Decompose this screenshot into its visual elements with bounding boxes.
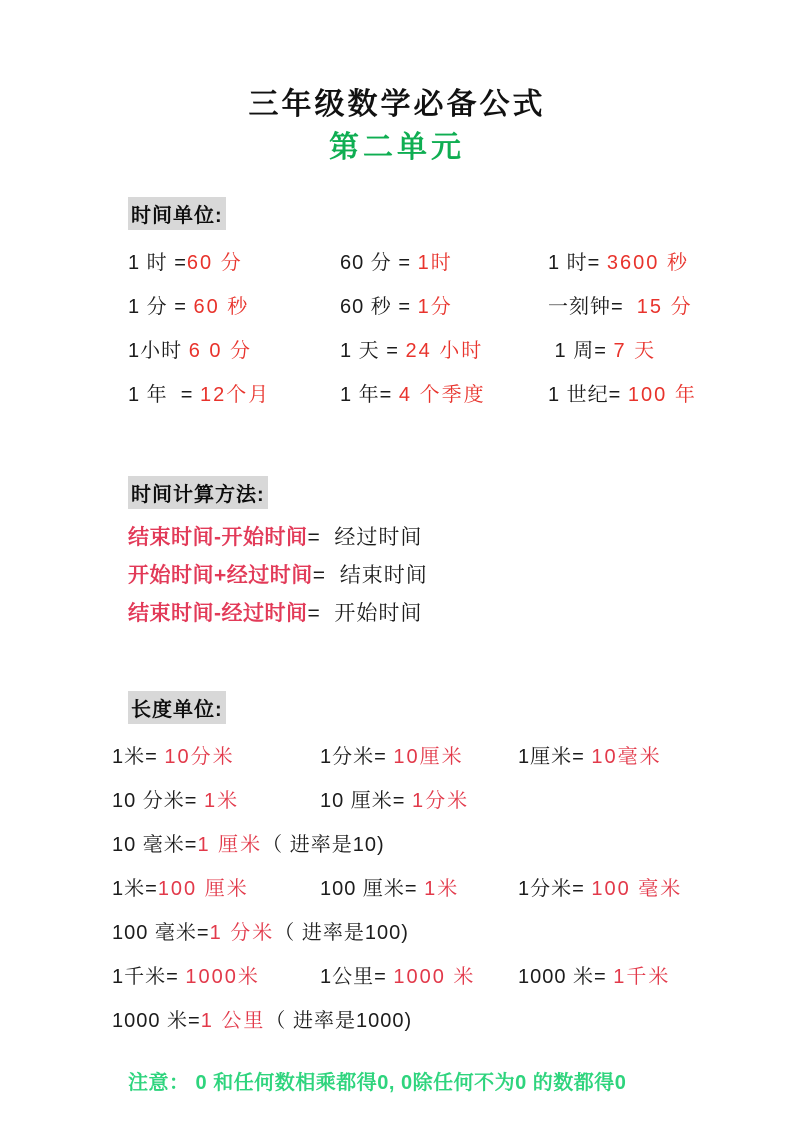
- formula-row: [128, 282, 758, 326]
- formula-segment: 1000 米=: [518, 965, 614, 988]
- formula-segment: （ 进率是1000): [265, 1009, 413, 1032]
- formula-row: [112, 952, 758, 996]
- formula-segment: 1分米: [412, 789, 470, 812]
- section-heading-time-units: 时间单位:: [128, 197, 226, 230]
- formula-segment: 100 毫米: [591, 877, 683, 900]
- formula-segment: 1公里=: [320, 965, 394, 988]
- formula-segment: 10分米: [164, 745, 235, 768]
- formula-cell: [320, 960, 518, 989]
- formula-segment: 开始时间+经过时间: [128, 564, 313, 587]
- formula-segment: 1 周=: [548, 339, 614, 362]
- formula-segment: 60 分: [186, 251, 243, 274]
- formula-cell: [112, 916, 758, 945]
- formula-segment: 1 厘米: [197, 833, 263, 856]
- formula-segment: 1分米=: [320, 745, 394, 768]
- formula-row: [128, 517, 758, 555]
- formula-segment: 1千米: [613, 965, 671, 988]
- formula-segment: 1 时=: [548, 251, 607, 274]
- formula-row: [112, 864, 758, 908]
- formula-segment: 100 厘米=: [320, 877, 425, 900]
- section-time-calc-method: [128, 476, 758, 631]
- formula-segment: 10毫米: [591, 745, 662, 768]
- formula-cell: [128, 521, 422, 551]
- section-time-units: [128, 197, 758, 414]
- formula-cell: [112, 784, 320, 813]
- formula-segment: 60 秒 =: [340, 295, 418, 318]
- formula-row: [128, 370, 758, 414]
- formula-segment: 100 毫米=: [112, 921, 210, 944]
- formula-segment: 1分: [417, 295, 453, 318]
- formula-segment: = 开始时间: [307, 602, 423, 625]
- formula-segment: 1 年 =: [128, 383, 201, 406]
- formula-cell: [112, 828, 758, 857]
- formula-row: [128, 593, 758, 631]
- formula-cell: [320, 784, 518, 813]
- formula-row: [112, 996, 758, 1040]
- formula-cell: [128, 246, 340, 275]
- formula-segment: 1000 米=: [112, 1009, 201, 1032]
- formula-segment: 1 天 =: [340, 339, 406, 362]
- formula-segment: 1000 米: [393, 965, 476, 988]
- formula-segment: 10 厘米=: [320, 789, 413, 812]
- formula-segment: 1000米: [185, 965, 260, 988]
- formula-segment: 12个月: [200, 383, 271, 406]
- formula-segment: = 结束时间: [312, 564, 428, 587]
- formula-segment: 100 年: [627, 383, 697, 406]
- formula-row: [112, 908, 758, 952]
- formula-segment: 1厘米=: [518, 745, 592, 768]
- formula-cell: [112, 960, 320, 989]
- formula-segment: 10 分米=: [112, 789, 205, 812]
- formula-cell: [128, 378, 340, 407]
- formula-cell: [320, 740, 518, 769]
- formula-segment: （ 进率是100): [274, 921, 409, 944]
- formula-row: [128, 238, 758, 282]
- formula-cell: [128, 559, 428, 589]
- formula-row: [112, 776, 758, 820]
- section-rows: [128, 238, 758, 414]
- formula-segment: 结束时间-开始时间: [128, 526, 308, 549]
- page-subtitle: 第二单元: [329, 131, 465, 164]
- formula-segment: 1 公里: [200, 1009, 266, 1032]
- formula-cell: [340, 334, 548, 363]
- formula-cell: [128, 334, 340, 363]
- formula-segment: 1米=: [112, 877, 158, 900]
- formula-segment: 100 厘米: [157, 877, 249, 900]
- formula-cell: [112, 740, 320, 769]
- formula-segment: 4 个季度: [398, 383, 486, 406]
- formula-segment: 1小时: [128, 339, 189, 362]
- formula-segment: 1 分米: [209, 921, 275, 944]
- formula-row: [128, 326, 758, 370]
- formula-segment: 60 分 =: [340, 251, 418, 274]
- formula-cell: [518, 740, 758, 769]
- formula-segment: 15 分: [636, 295, 693, 318]
- formula-cell: [548, 334, 758, 363]
- note-text: 注意： 0 和任何数相乘都得0, 0除任何不为0 的数都得0: [128, 1072, 627, 1094]
- formula-segment: 一刻钟=: [548, 295, 637, 318]
- section-rows: [112, 732, 758, 1040]
- formula-cell: [112, 1004, 758, 1033]
- formula-cell: [548, 290, 758, 319]
- formula-cell: [340, 378, 548, 407]
- formula-segment: 1 年=: [340, 383, 399, 406]
- formula-segment: 1米: [424, 877, 460, 900]
- formula-cell: [340, 290, 548, 319]
- formula-segment: 1分米=: [518, 877, 592, 900]
- formula-segment: 24 小时: [405, 339, 484, 362]
- formula-segment: 1米=: [112, 745, 165, 768]
- formula-segment: = 经过时间: [307, 526, 423, 549]
- section-heading-length-units: 长度单位:: [128, 691, 226, 724]
- formula-cell: [128, 290, 340, 319]
- formula-cell: [340, 246, 548, 275]
- formula-segment: 6 0 分: [188, 339, 253, 362]
- formula-segment: 1 时 =: [128, 251, 187, 274]
- section-heading-time-calc-method: 时间计算方法:: [128, 476, 268, 509]
- formula-segment: 7 天: [613, 339, 657, 362]
- document-content: [0, 197, 794, 1040]
- formula-segment: 1米: [204, 789, 240, 812]
- formula-cell: [112, 872, 320, 901]
- formula-segment: 1时: [417, 251, 453, 274]
- page-title: 三年级数学必备公式: [248, 88, 546, 121]
- formula-cell: [128, 597, 422, 627]
- formula-row: [112, 732, 758, 776]
- formula-segment: 10 毫米=: [112, 833, 198, 856]
- formula-segment: 1 世纪=: [548, 383, 628, 406]
- formula-row: [112, 820, 758, 864]
- formula-segment: 3600 秒: [606, 251, 689, 274]
- formula-segment: （ 进率是10): [262, 833, 385, 856]
- formula-sections: [112, 197, 758, 1040]
- formula-cell: [548, 378, 758, 407]
- section-length-units: [112, 691, 758, 1040]
- formula-segment: 结束时间-经过时间: [128, 602, 308, 625]
- formula-cell: [518, 960, 758, 989]
- formula-segment: 1千米=: [112, 965, 186, 988]
- formula-cell: [548, 246, 758, 275]
- formula-row: [128, 555, 758, 593]
- formula-segment: 1 分 =: [128, 295, 194, 318]
- section-rows: [128, 517, 758, 631]
- formula-segment: 60 秒: [193, 295, 250, 318]
- formula-cell: [320, 872, 518, 901]
- formula-cell: [518, 872, 758, 901]
- formula-segment: 10厘米: [393, 745, 464, 768]
